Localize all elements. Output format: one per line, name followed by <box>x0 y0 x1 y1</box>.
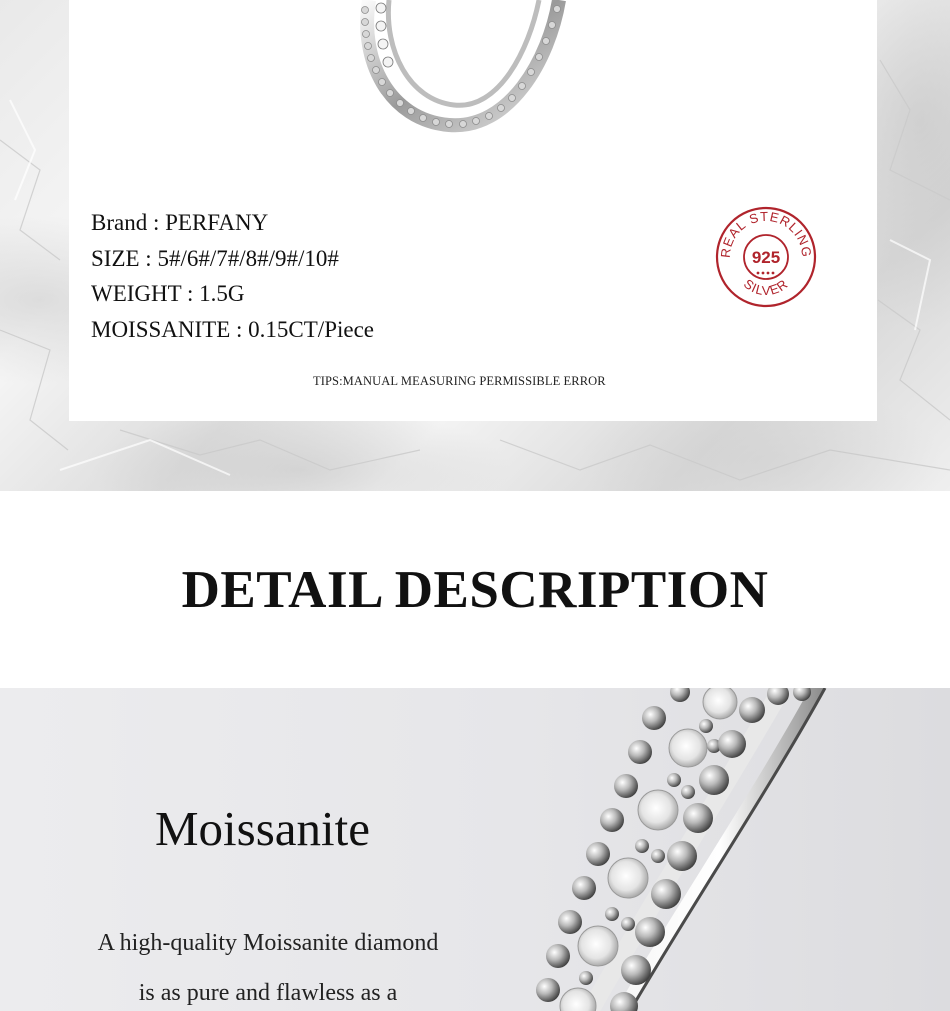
feature-line-1: A high-quality Moissanite diamond <box>97 930 439 956</box>
ring-closeup-image <box>520 688 950 1011</box>
spec-list <box>91 205 374 347</box>
measuring-tip: TIPS:MANUAL MEASURING PERMISSIBLE ERROR <box>313 374 606 388</box>
ring-image <box>359 0 569 135</box>
product-info-card <box>69 0 877 421</box>
seal-top-text: REAL STERLING <box>717 208 815 259</box>
feature-line-2: is as pure and flawless as a <box>138 980 398 1006</box>
seal-number: 925 <box>751 248 781 267</box>
weight-spec: WEIGHT : 1.5G <box>91 281 245 306</box>
marble-background <box>0 0 950 491</box>
brand-spec: Brand : PERFANY <box>91 210 269 235</box>
size-spec: SIZE : 5#/6#/7#/8#/9#/10# <box>91 245 339 271</box>
feature-title: Moissanite <box>154 801 371 856</box>
sterling-silver-seal <box>714 205 818 309</box>
moissanite-spec: MOISSANITE : 0.15CT/Piece <box>91 316 375 342</box>
seal-bottom-text: SILVER <box>740 275 792 299</box>
feature-description <box>0 918 536 1011</box>
detail-panel <box>0 688 950 1011</box>
section-title: DETAIL DESCRIPTION <box>181 561 769 619</box>
